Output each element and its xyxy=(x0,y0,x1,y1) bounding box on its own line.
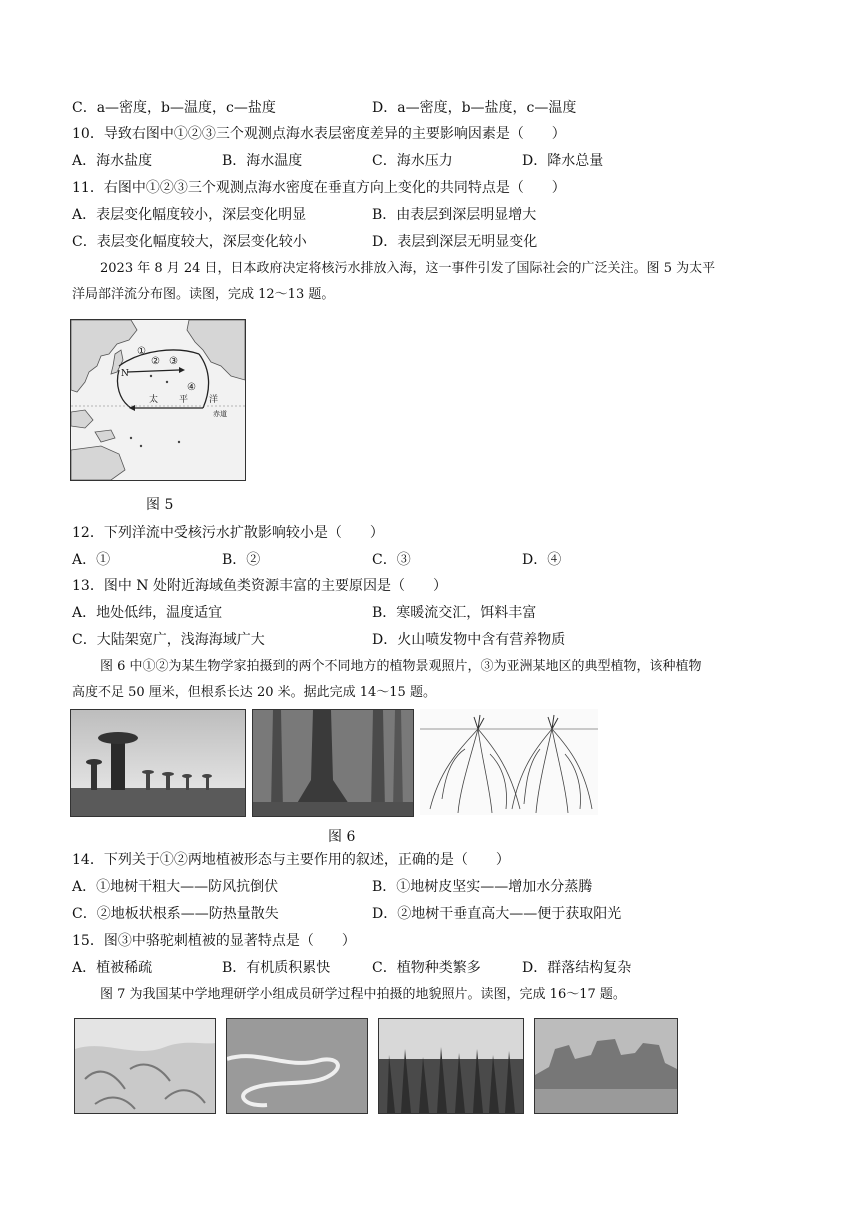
q15-option-a: A．植被稀疏 xyxy=(72,960,153,976)
q12-option-b: B．② xyxy=(222,552,261,568)
q10-option-c: C．海水压力 xyxy=(372,153,453,169)
q9-option-d: D．a—密度，b—盐度，c—温度 xyxy=(372,100,577,116)
fig5-label-3: ③ xyxy=(169,356,178,367)
figure-7-photo-stone-forest xyxy=(378,1018,524,1114)
intro-16-17-line1: 图 7 为我国某中学地理研学小组成员研学过程中拍摄的地貌照片。读图，完成 16～17 题。 xyxy=(100,987,626,1002)
fig5-label-1: ① xyxy=(137,346,146,357)
q14-option-c: C．②地板状根系——防热量散失 xyxy=(72,906,279,922)
fig5-label-2: ② xyxy=(151,356,160,367)
figure-7-photo-dunes xyxy=(74,1018,216,1114)
q12-option-a: A．① xyxy=(72,552,111,568)
fig5-label-tai: 太 xyxy=(149,395,159,405)
q12-option-d: D．④ xyxy=(522,552,562,568)
fig5-label-ping: 平 xyxy=(179,395,189,405)
intro-12-13-line1: 2023 年 8 月 24 日，日本政府决定将核污水排放入海，这一事件引发了国际社会的广泛关注。图 5 为太平 xyxy=(100,261,716,276)
q13-option-a: A．地处低纬，温度适宜 xyxy=(72,605,223,621)
q15-stem: 15．图③中骆驼刺植被的显著特点是（ ） xyxy=(72,933,356,949)
q11-option-c: C．表层变化幅度较大，深层变化较小 xyxy=(72,234,307,250)
q10-option-d: D．降水总量 xyxy=(522,153,604,169)
q13-option-c: C．大陆架宽广，浅海海域广大 xyxy=(72,632,265,648)
fig5-label-n: N xyxy=(121,369,129,379)
fig5-label-yang: 洋 xyxy=(209,395,219,405)
q13-option-b: B．寒暖流交汇，饵料丰富 xyxy=(372,605,537,621)
q10-option-a: A．海水盐度 xyxy=(72,153,153,169)
q12-option-c: C．③ xyxy=(372,552,411,568)
q13-stem: 13．图中 N 处附近海域鱼类资源丰富的主要原因是（ ） xyxy=(72,578,447,594)
figure-7-photo-meander xyxy=(226,1018,368,1114)
figure-5-caption: 图 5 xyxy=(146,497,174,513)
q14-stem: 14．下列关于①②两地植被形态与主要作用的叙述，正确的是（ ） xyxy=(72,852,510,868)
fig5-label-equator: 赤道 xyxy=(213,410,227,418)
q13-option-d: D．火山喷发物中含有营养物质 xyxy=(372,632,566,648)
q12-stem: 12．下列洋流中受核污水扩散影响较小是（ ） xyxy=(72,525,384,541)
fig5-label-4: ④ xyxy=(187,382,196,393)
q14-option-d: D．②地树干垂直高大——便于获取阳光 xyxy=(372,906,622,922)
figure-7-photo-yardang xyxy=(534,1018,678,1114)
figure-6-caption: 图 6 xyxy=(328,829,356,845)
figure-5-current-map xyxy=(70,319,246,481)
q11-option-b: B．由表层到深层明显增大 xyxy=(372,207,537,223)
q15-option-c: C．植物种类繁多 xyxy=(372,960,481,976)
figure-6-camelthorn-roots xyxy=(420,709,598,815)
q15-option-b: B．有机质积累快 xyxy=(222,960,331,976)
q10-stem: 10．导致右图中①②③三个观测点海水表层密度差异的主要影响因素是（ ） xyxy=(72,126,566,142)
q14-option-b: B．①地树皮坚实——增加水分蒸腾 xyxy=(372,879,593,895)
intro-14-15-line2: 高度不足 50 厘米，但根系长达 20 米。据此完成 14～15 题。 xyxy=(72,685,436,700)
q14-option-a: A．①地树干粗大——防风抗倒伏 xyxy=(72,879,279,895)
intro-12-13-line2: 洋局部洋流分布图。读图，完成 12～13 题。 xyxy=(72,287,335,302)
q9-option-c: C．a—密度，b—温度，c—盐度 xyxy=(72,100,276,116)
q11-stem: 11．右图中①②③三个观测点海水密度在垂直方向上变化的共同特点是（ ） xyxy=(72,180,566,196)
figure-6-photo-rainforest xyxy=(252,709,414,817)
q11-option-d: D．表层到深层无明显变化 xyxy=(372,234,538,250)
q11-option-a: A．表层变化幅度较小，深层变化明显 xyxy=(72,207,307,223)
q15-option-d: D．群落结构复杂 xyxy=(522,960,632,976)
intro-14-15-line1: 图 6 中①②为某生物学家拍摄到的两个不同地方的植物景观照片，③为亚洲某地区的典型植物，该种植物 xyxy=(100,659,702,674)
figure-6-photo-baobab xyxy=(70,709,246,817)
q10-option-b: B．海水温度 xyxy=(222,153,303,169)
